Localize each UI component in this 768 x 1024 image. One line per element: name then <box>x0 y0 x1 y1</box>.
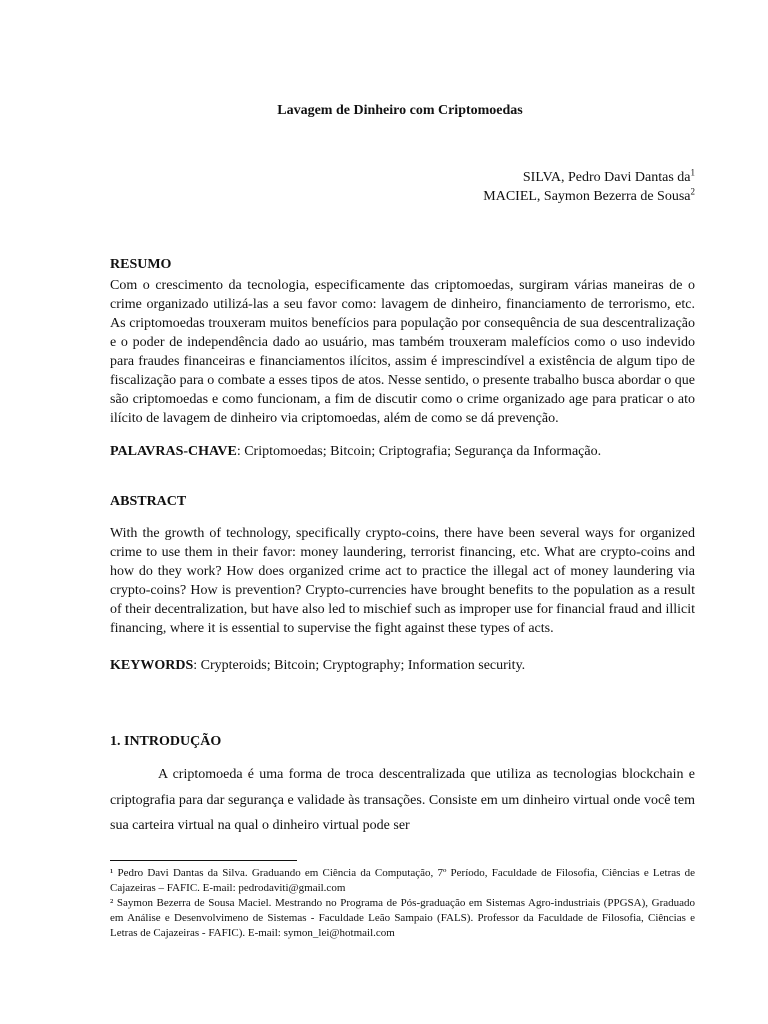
keywords-text: : Crypteroids; Bitcoin; Cryptography; Information security. <box>193 658 526 673</box>
abstract-text: With the growth of technology, specifically crypto-coins, there have been several ways for organized crime to use them in their favor: money laundering, terrorist financing, etc. What are crypto-coins and how do they work? How does organized crime act to practice the illegal act of money laundering via crypto-coins? How is prevention? Crypto-currencies have brought benefits to the population as a result of their decentralization, but have also led to mischief such as improper use for financial fraud and illicit financing, where it is essential to supervise the fight against these types of acts. <box>110 526 695 636</box>
resumo-text: Com o crescimento da tecnologia, especificamente das criptomoedas, surgiram várias maneiras de o crime organizado utilizá-las a seu favor como: lavagem de dinheiro, financiamento de terrorismo, etc. As criptomoedas trouxeram muitos benefícios para população por consequência de sua descentralização e o poder de independência dado ao usuário, mas também trouxeram malefícios como o uso indevido para fraudes financeiras e financiamentos ilícitos, assim é imprescindível a existência de algum tipo de fiscalização para o combate a esses tipos de atos. Nesse sentido, o presente trabalho busca abordar o que são criptomoedas e como funcionam, a fim de discutir como o crime organizado age para praticar o ato ilícito de lavagem de dinheiro via criptomoedas, além de como se dá prevenção. <box>110 278 695 426</box>
keywords-label: KEYWORDS <box>110 658 194 673</box>
footnote-marker: 2 <box>690 186 695 197</box>
resumo-heading: RESUMO <box>110 257 172 272</box>
footnote-marker: 1 <box>690 167 695 178</box>
introducao-heading: 1. INTRODUÇÃO <box>110 734 222 749</box>
keywords-line <box>110 656 695 675</box>
footnote-1: ¹ Pedro Davi Dantas da Silva. Graduando em Ciência da Computação, 7º Período, Faculdade de Filosofia, Ciências e Letras de Cajazeiras – FAFIC. E-mail: pedrodaviti@gmail.com <box>110 867 695 894</box>
author-line <box>483 187 695 206</box>
palavras-chave-line <box>110 442 695 461</box>
footnote-divider <box>110 860 297 861</box>
author-name: SILVA, Pedro Davi Dantas da <box>522 170 691 185</box>
author-name: MACIEL, Saymon Bezerra de Sousa <box>483 189 691 204</box>
paper-title: Lavagem de Dinheiro com Criptomoedas <box>277 103 523 118</box>
palavras-chave-label: PALAVRAS-CHAVE <box>110 444 237 459</box>
author-line <box>483 168 695 187</box>
abstract-heading: ABSTRACT <box>110 494 187 509</box>
introducao-text: A criptomoeda é uma forma de troca descentralizada que utiliza as tecnologias blockchain e criptografia para dar segurança e validade às transações. Consiste em um dinheiro virtual onde você tem sua carteira virtual na qual o dinheiro virtual pode ser <box>110 767 695 833</box>
footnote-2: ² Saymon Bezerra de Sousa Maciel. Mestrando no Programa de Pós-graduação em Sistemas Agro-industriais (PPGSA), Graduado em Análise e Desenvolvimeno de Sistemas - Faculdade Leão Sampaio (FALS). Professor da Faculdade de Filosofia, Ciências e Letras de Cajazeiras - FAFIC). E-mail: symon_lei@hotmail.com <box>110 897 695 939</box>
footnotes <box>110 866 695 941</box>
author-list <box>483 168 695 206</box>
palavras-chave-text: : Criptomoedas; Bitcoin; Criptografia; Segurança da Informação. <box>236 444 602 459</box>
